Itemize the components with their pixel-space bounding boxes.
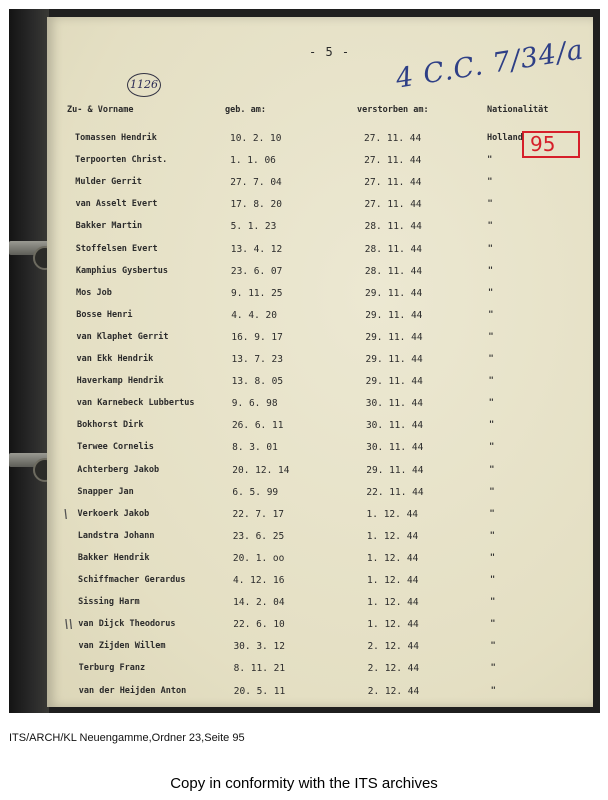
row-birth-date: 9. 11. 25 [231,287,283,299]
row-name: Kamphius Gysbertus [75,265,169,276]
row-birth-date: 20. 12. 14 [232,464,290,476]
row-tick-mark: \ [63,506,68,521]
table-row [47,199,593,219]
row-nationality: " [487,199,493,210]
row-death-date: 29. 11. 44 [366,464,424,476]
table-row [49,487,595,507]
row-birth-date: 27. 7. 04 [230,177,282,189]
binder-edge [9,9,49,713]
row-nationality: " [487,221,493,232]
row-name: Verkoerk Jakob [77,508,150,519]
row-birth-date: 13. 4. 12 [230,243,283,255]
row-name: Bosse Henri [76,309,133,320]
row-birth-date: 10. 2. 10 [230,133,282,144]
row-birth-date: 4. 4. 20 [231,309,277,321]
table-row [49,376,595,396]
row-death-date: 1. 12. 44 [366,508,419,520]
row-birth-date: 6. 5. 99 [232,486,279,498]
row-nationality: " [490,685,496,696]
row-nationality: " [490,619,496,630]
row-death-date: 29. 11. 44 [365,287,423,299]
row-birth-date: 17. 8. 20 [230,199,282,211]
table-row [50,641,596,661]
row-death-date: 1. 12. 44 [367,597,419,609]
row-nationality: " [489,508,495,519]
row-death-date: 27. 11. 44 [364,199,422,211]
row-death-date: 2. 12. 44 [367,641,419,653]
scanned-document [9,9,600,713]
row-death-date: 28. 11. 44 [364,221,422,233]
row-birth-date: 8. 11. 21 [233,663,286,675]
row-birth-date: 1. 1. 06 [230,155,276,167]
row-name: Stoffelsen Evert [75,243,158,254]
row-nationality: " [487,265,494,276]
row-death-date: 1. 12. 44 [367,619,419,631]
row-nationality: " [488,376,494,387]
row-death-date: 29. 11. 44 [365,331,423,343]
row-nationality: " [487,177,493,188]
row-name: Bakker Martin [75,221,143,232]
row-name: Sissing Harm [78,597,140,608]
row-birth-date: 9. 6. 98 [231,398,278,410]
row-name: Achterberg Jakob [77,464,160,475]
table-row [49,442,595,462]
table-row [49,354,595,374]
row-birth-date: 5. 1. 23 [230,221,277,233]
header-nationality: Nationalität [487,105,549,115]
row-birth-date: 30. 3. 12 [233,641,285,653]
row-death-date: 30. 11. 44 [365,420,424,432]
row-nationality: " [489,464,495,475]
row-death-date: 27. 11. 44 [364,155,422,167]
row-nationality: " [487,243,493,254]
table-row [50,575,596,595]
row-name: Snapper Jan [77,486,134,497]
row-name: van Karnebeck Lubbertus [76,398,195,409]
row-nationality: " [488,309,494,320]
row-death-date: 28. 11. 44 [364,243,422,255]
table-row [49,420,595,440]
row-nationality: " [489,552,495,563]
handwritten-reference: 4 C.C. 7/34/a [393,34,586,95]
row-death-date: 1. 12. 44 [366,530,419,542]
table-row [47,155,593,175]
document-page [47,17,593,707]
table-row [50,597,596,617]
row-death-date: 1. 12. 44 [367,575,419,586]
row-birth-date: 13. 7. 23 [231,354,283,365]
row-name: van Zijden Willem [78,641,166,652]
row-nationality: " [487,155,493,166]
row-death-date: 27. 11. 44 [364,177,422,189]
row-birth-date: 23. 6. 25 [232,530,285,542]
header-died: verstorben am: [357,105,429,115]
row-death-date: 1. 12. 44 [366,552,419,564]
table-row [48,244,594,264]
table-row [47,177,593,197]
row-nationality: " [488,420,495,431]
row-name: Mos Job [76,287,112,298]
table-row [48,288,594,308]
row-name: Terburg Franz [78,663,146,674]
table-row [49,465,595,485]
row-nationality: " [488,331,494,342]
table-row [50,619,596,639]
row-name: Haverkamp Hendrik [76,376,164,387]
row-name: van Klaphet Gerrit [76,331,169,342]
row-death-date: 28. 11. 44 [364,265,423,277]
row-birth-date: 14. 2. 04 [233,597,285,609]
row-nationality: " [490,663,496,674]
table-row [51,686,597,706]
row-name: Mulder Gerrit [75,177,142,188]
conformity-note: Copy in conformity with the ITS archives [170,775,438,792]
archive-reference: ITS/ARCH/KL Neuengamme,Ordner 23,Seite 95 [9,732,245,744]
red-stamp-number: 95 [522,131,580,158]
row-name: van Asselt Evert [75,199,158,210]
header-born: geb. am: [225,105,266,115]
table-row [50,553,596,573]
row-tick-mark: \\ [64,617,74,632]
table-row [50,531,596,551]
row-nationality: " [490,575,496,585]
row-death-date: 2. 12. 44 [367,663,420,675]
row-nationality: " [488,354,494,364]
row-name: Bakker Hendrik [77,552,150,563]
table-row [51,663,597,683]
page-number: - 5 - [309,45,351,59]
row-death-date: 27. 11. 44 [364,133,422,144]
row-death-date: 2. 12. 44 [367,685,420,697]
header-name: Zu- & Vorname [67,105,134,115]
row-birth-date: 26. 6. 11 [231,420,284,432]
row-nationality: " [488,287,494,298]
row-birth-date: 8. 3. 01 [232,442,278,454]
row-nationality: " [488,398,494,409]
row-death-date: 30. 11. 44 [365,398,424,410]
row-name: Schiffmacher Gerardus [78,575,186,585]
row-name: Terwee Cornelis [77,442,154,453]
row-name: van der Heijden Anton [78,685,187,696]
row-name: van Ekk Hendrik [76,354,154,364]
row-nationality: Holland [487,133,523,143]
row-death-date: 22. 11. 44 [366,486,424,498]
table-row [47,133,593,153]
row-name: van Dijck Theodorus [78,619,176,630]
row-death-date: 29. 11. 44 [365,309,423,321]
circled-number: 1126 [127,73,161,97]
table-row [48,221,594,241]
row-birth-date: 22. 6. 10 [233,619,285,631]
table-row [48,266,594,286]
table-row [50,506,596,529]
row-nationality: " [489,486,495,497]
row-birth-date: 22. 7. 17 [232,508,285,520]
row-birth-date: 20. 5. 11 [233,685,286,697]
row-birth-date: 13. 8. 05 [231,376,284,388]
table-row [48,332,594,352]
row-nationality: " [489,442,495,453]
row-death-date: 30. 11. 44 [366,442,424,454]
row-birth-date: 20. 1. oo [232,552,285,564]
row-name: Bokhorst Dirk [76,420,144,431]
table-row [49,398,595,418]
table-row [48,310,594,330]
row-nationality: " [489,530,495,541]
row-death-date: 29. 11. 44 [365,376,423,388]
row-name: Terpoorten Christ. [75,155,168,166]
row-nationality: " [490,597,496,608]
row-name: Tomassen Hendrik [75,133,157,143]
row-birth-date: 4. 12. 16 [233,575,285,586]
row-nationality: " [490,641,496,652]
row-name: Landstra Johann [77,530,155,541]
row-birth-date: 16. 9. 17 [231,331,283,343]
row-birth-date: 23. 6. 07 [230,265,283,277]
row-death-date: 29. 11. 44 [365,354,423,365]
